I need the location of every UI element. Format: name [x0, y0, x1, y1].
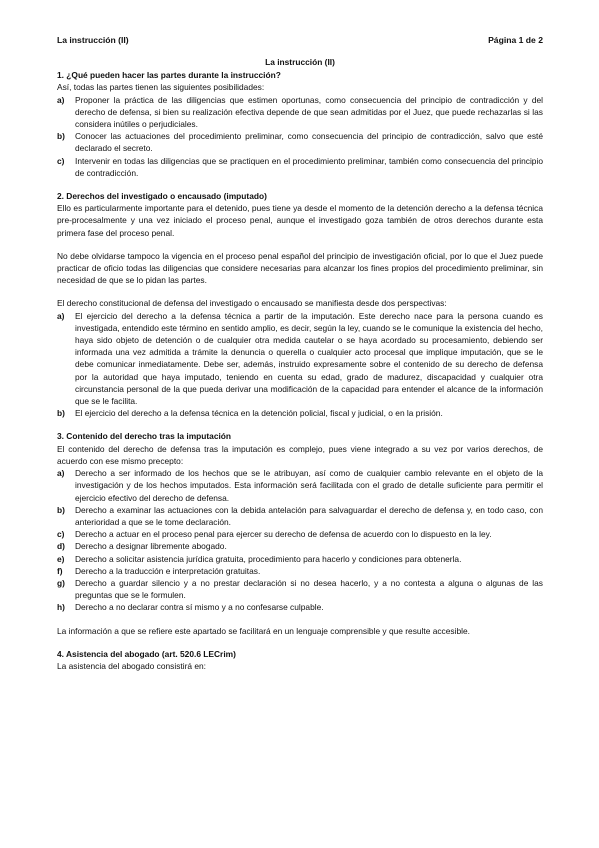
list-item: [57, 553, 543, 565]
list-item-text: Derecho a ser informado de los hechos que se le atribuyan, así como de cualquier cambio relevante en el objeto de la investigación y de los hechos imputados. Esta información será facilitada con el grado de detalle suficiente para permitir el ejercicio efectivo del derecho de defensa.: [75, 468, 543, 503]
list-marker: a): [57, 310, 65, 321]
list-marker: b): [57, 504, 65, 515]
list-item: [57, 130, 543, 154]
header-title: La instrucción (II): [57, 35, 129, 45]
list-marker: f): [57, 565, 63, 576]
list-marker: d): [57, 541, 65, 552]
list-marker: b): [57, 131, 65, 142]
document-title: La instrucción (II): [265, 57, 335, 67]
list-item: [57, 601, 543, 613]
list-item: [57, 467, 543, 504]
section-3-list: [57, 467, 543, 613]
section-2-paragraph: El derecho constitucional de defensa del investigado o encausado se manifiesta desde dos perspectivas:: [57, 298, 447, 309]
list-item: [57, 94, 543, 131]
list-marker: a): [57, 94, 65, 105]
section-1-intro: Así, todas las partes tienen las siguientes posibilidades:: [57, 82, 265, 93]
page-number: Página 1 de 2: [488, 35, 543, 45]
list-item: [57, 155, 543, 179]
list-item-text: Proponer la práctica de las diligencias que estimen oportunas, como consecuencia del principio de contradicción y del derecho de defensa, si bien su realización efectiva depende de que sean admitidas por el Juez, que puede rechazarlas si las considera inútiles o perjudiciales.: [75, 94, 543, 130]
list-item-text: El ejercicio del derecho a la defensa técnica a partir de la imputación. Este derecho nace para la persona cuando es investigada, entendido este término en sentido amplio, es decir, según la ley, cuando se le comunique la existencia del hecho, haya sido objeto de detención o de cualquier otra medida cautelar o se haya acordado su procesamiento, debiendo ser informada una vez admitida a trámite la denuncia o querella o cualquier acto procesal que implique imputación, que se le debe comunicar inmediatamente. Debe ser, además, instruido expresamente sobre el contenido de su derecho de defensa por la autoridad que haya imputado, teniendo en cuenta su edad, grado de madurez, discapacidad y cualquier otra circunstancia personal de la que pueda derivar una modificación de la capacidad para entender el alcance de la información que se le facilita.: [75, 310, 543, 407]
section-4-title: 4. Asistencia del abogado (art. 520.6 LECrim): [57, 648, 236, 659]
list-item-text: Derecho a designar libremente abogado.: [75, 541, 227, 552]
document-body: [57, 56, 543, 672]
list-item: [57, 310, 543, 408]
section-1-list: [57, 94, 543, 179]
list-marker: a): [57, 468, 65, 479]
list-item-text: Conocer las actuaciones del procedimiento preliminar, como consecuencia del principio de contradicción, salvo que esté declarado el secreto.: [75, 131, 543, 154]
list-marker: c): [57, 529, 65, 540]
list-marker: e): [57, 553, 65, 564]
section-3-title: 3. Contenido del derecho tras la imputación: [57, 431, 232, 442]
section-3-closing: La información a que se refiere este apartado se facilitará en un lenguaje comprensible y que resulte accesible.: [57, 625, 470, 636]
list-item-text: Derecho a guardar silencio y a no prestar declaración si no desea hacerlo, y a no contesta a alguna o algunas de las preguntas que se le formulen.: [75, 577, 543, 601]
list-item-text: Derecho a la traducción e interpretación gratuitas.: [75, 565, 261, 576]
list-item-text: Derecho a examinar las actuaciones con la debida antelación para salvaguardar el derecho de defensa y, en todo caso, con anterioridad a que se le tome declaración.: [75, 504, 543, 527]
list-marker: h): [57, 602, 65, 613]
section-2-title: 2. Derechos del investigado o encausado (imputado): [57, 191, 267, 202]
section-2-list: [57, 310, 543, 420]
list-item: [57, 565, 543, 577]
list-marker: b): [57, 408, 65, 419]
section-2-paragraph: Ello es particularmente importante para el detenido, pues tiene ya desde el momento de la detención derecho a la defensa técnica pre-procesalmente y una vez iniciado el proceso penal, aunque el investigado goza también de otros derechos durante esta primera fase del proceso penal.: [57, 203, 543, 238]
list-item-text: Derecho a actuar en el proceso penal para ejercer su derecho de defensa de acuerdo con lo dispuesto en la ley.: [75, 529, 492, 540]
list-item: [57, 528, 543, 540]
list-item-text: Intervenir en todas las diligencias que se practiquen en el procedimiento preliminar, también como consecuencia del principio de contradicción.: [75, 155, 543, 178]
list-item: [57, 577, 543, 601]
list-item-text: Derecho a solicitar asistencia jurídica gratuita, procedimiento para hacerlo y condiciones para obtenerla.: [75, 553, 462, 564]
list-item: [57, 504, 543, 528]
list-marker: g): [57, 577, 65, 588]
list-item-text: El ejercicio del derecho a la defensa técnica en la detención policial, fiscal y judicial, o en la prisión.: [75, 408, 443, 419]
section-3-intro: El contenido del derecho de defensa tras la imputación es complejo, pues viene integrado a su vez por varios derechos, de acuerdo con ese mismo precepto:: [57, 443, 543, 466]
list-item: [57, 407, 543, 419]
list-item-text: Derecho a no declarar contra sí mismo y a no confesarse culpable.: [75, 602, 324, 613]
section-1-title: 1. ¿Qué pueden hacer las partes durante la instrucción?: [57, 70, 281, 81]
section-4-intro: La asistencia del abogado consistirá en:: [57, 660, 206, 671]
list-item: [57, 540, 543, 552]
section-2-paragraph: No debe olvidarse tampoco la vigencia en el proceso penal español del principio de investigación oficial, por lo que el Juez puede practicar de oficio todas las diligencias que considere necesarias para alcanzar los fines propios del procedimiento preliminar, sin necesidad de que se lo pidan las partes.: [57, 250, 543, 286]
list-marker: c): [57, 155, 65, 166]
